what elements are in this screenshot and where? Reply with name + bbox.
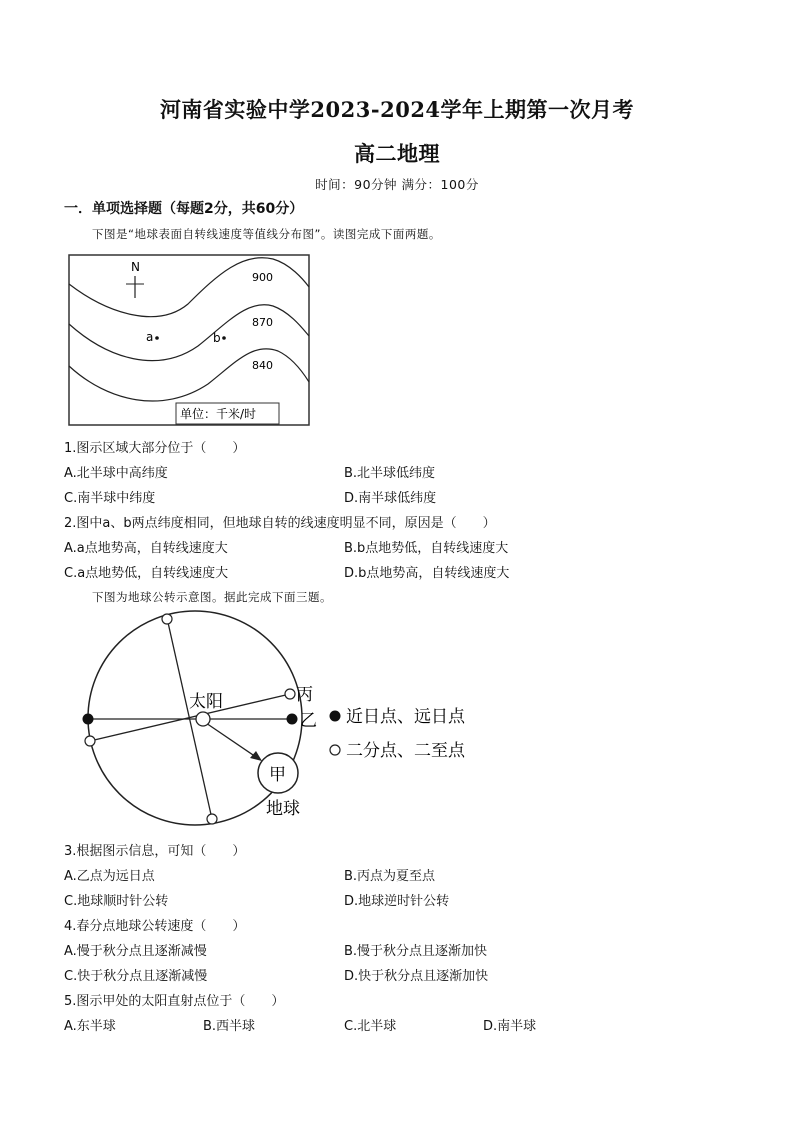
sun-earth-arrow	[206, 723, 256, 757]
q1-option-c: C.南半球中纬度	[64, 491, 156, 506]
earth-revolution-diagram	[70, 610, 490, 830]
q2-option-a: A.a点地势高，自转线速度大	[64, 541, 228, 556]
isoline-label-900: 900	[252, 271, 273, 284]
jia-label: 甲	[269, 765, 286, 785]
point-b-label: b	[213, 331, 221, 345]
q3-option-b: B.丙点为夏至点	[344, 869, 436, 884]
equinox-point-left	[85, 736, 95, 746]
isoline-label-870: 870	[252, 316, 273, 329]
point-yi	[287, 714, 298, 725]
legend-filled-label: 近日点、远日点	[346, 707, 465, 727]
q1-option-d: D.南半球低纬度	[344, 491, 437, 506]
question-3-stem: 3.根据图示信息，可知（ ）	[64, 844, 246, 859]
sun-label: 太阳	[189, 692, 223, 712]
north-label: N	[131, 260, 140, 274]
q3-option-c: C.地球顺时针公转	[64, 894, 169, 909]
q2-option-d: D.b点地势高，自转线速度大	[344, 566, 510, 581]
q2-option-c: C.a点地势低，自转线速度大	[64, 566, 229, 581]
rotation-speed-map	[68, 254, 310, 426]
legend-open-icon	[330, 745, 340, 755]
intro-fig1: 下图是“地球表面自转线速度等值线分布图”。读图完成下面两题。	[92, 227, 441, 241]
q2-option-b: B.b点地势低，自转线速度大	[344, 541, 509, 556]
question-4-stem: 4.春分点地球公转速度（ ）	[64, 919, 246, 934]
q1-option-b: B.北半球低纬度	[344, 466, 436, 481]
q3-option-d: D.地球逆时针公转	[344, 894, 450, 909]
question-5-stem: 5.图示甲处的太阳直射点位于（ ）	[64, 994, 285, 1009]
point-bing	[285, 689, 295, 699]
bing-label: 丙	[296, 685, 313, 705]
point-a	[155, 336, 159, 340]
intro-fig2: 下图为地球公转示意图。据此完成下面三题。	[92, 590, 332, 604]
question-2-stem: 2.图中a、b两点纬度相同，但地球自转的线速度明显不同，原因是（ ）	[64, 516, 496, 531]
earth-label: 地球	[266, 799, 300, 819]
q4-option-a: A.慢于秋分点且逐渐减慢	[64, 944, 207, 959]
q4-option-c: C.快于秋分点且逐渐减慢	[64, 969, 208, 984]
legend-open-label: 二分点、二至点	[346, 741, 465, 761]
q5-option-c: C.北半球	[344, 1019, 397, 1034]
q5-option-b: B.西半球	[203, 1019, 256, 1034]
q5-option-d: D.南半球	[483, 1019, 537, 1034]
q4-option-b: B.慢于秋分点且逐渐加快	[344, 944, 488, 959]
yi-label: 乙	[300, 711, 317, 731]
map-frame	[69, 255, 309, 425]
isoline-label-840: 840	[252, 359, 273, 372]
q1-option-a: A.北半球中高纬度	[64, 466, 168, 481]
arrow-head-icon	[250, 751, 262, 761]
section-heading: 一．单项选择题（每题2分，共60分）	[64, 201, 304, 217]
exam-title: 河南省实验中学2023-2024学年上期第一次月考	[159, 97, 635, 122]
orbit	[88, 611, 302, 825]
exam-meta: 时间：90分钟 满分：100分	[315, 177, 479, 192]
legend-filled-icon	[330, 711, 341, 722]
perihelion-aphelion-point-left	[83, 714, 94, 725]
solstice-point-bottom	[207, 814, 217, 824]
subject-title: 高二地理	[354, 141, 440, 166]
unit-label: 单位：千米/时	[180, 407, 257, 421]
sun-icon	[196, 712, 210, 726]
question-1-stem: 1.图示区域大部分位于（ ）	[64, 441, 246, 456]
point-a-label: a	[146, 330, 154, 344]
q5-option-a: A.东半球	[64, 1019, 116, 1034]
point-b	[222, 336, 226, 340]
q3-option-a: A.乙点为远日点	[64, 869, 155, 884]
q4-option-d: D.快于秋分点且逐渐加快	[344, 969, 489, 984]
solstice-point-top	[162, 614, 172, 624]
